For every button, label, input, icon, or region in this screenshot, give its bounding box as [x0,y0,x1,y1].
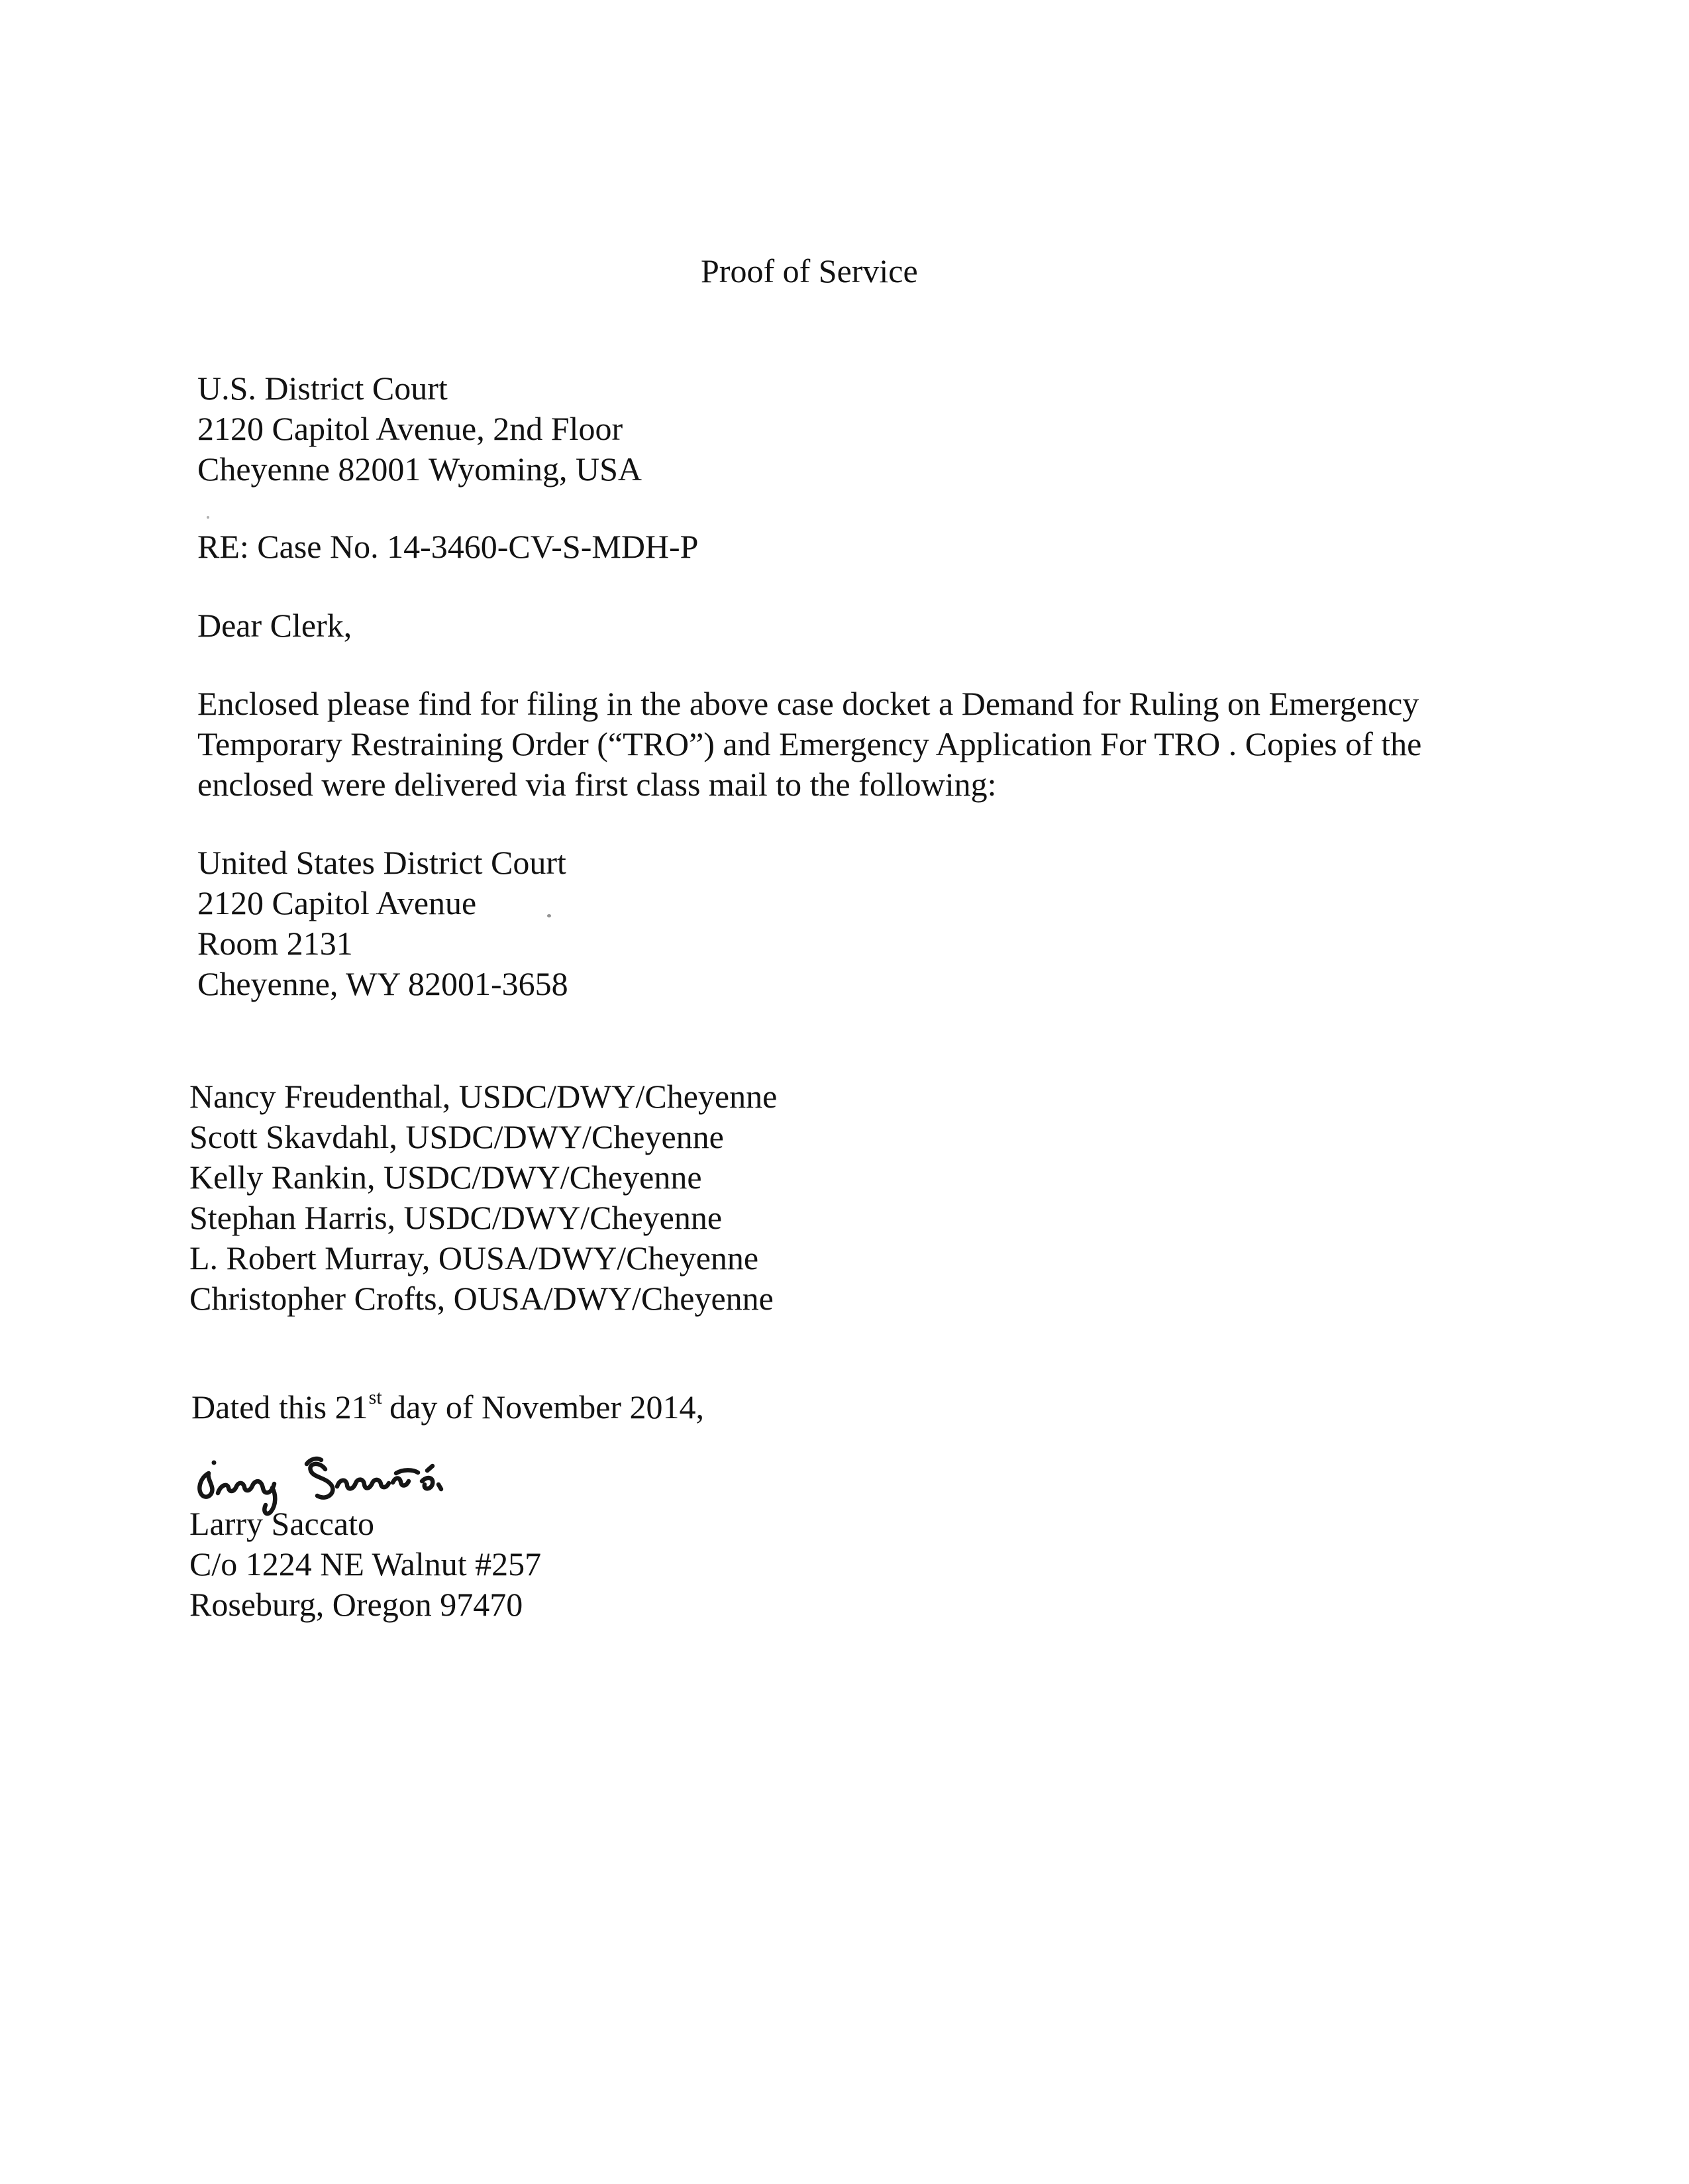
address-line: 2120 Capitol Avenue, 2nd Floor [197,410,623,447]
mailing-address-block [197,843,568,1004]
body-line: Enclosed please find for filing in the above case docket a Demand for Ruling on Emergency [197,685,1419,722]
body-line: Temporary Restraining Order (“TRO”) and Emergency Application For TRO . Copies of the [197,725,1422,762]
date-prefix: Dated this 21 [191,1388,368,1426]
recipient-line: Christopher Crofts, OUSA/DWY/Cheyenne [189,1280,774,1317]
address-line: Cheyenne, WY 82001-3658 [197,965,568,1002]
body-paragraph [197,684,1421,805]
address-line: United States District Court [197,844,566,881]
ordinal-superscript: st [368,1386,382,1409]
salutation: Dear Clerk, [197,607,352,644]
address-line: 2120 Capitol Avenue [197,884,477,921]
address-line: Cheyenne 82001 Wyoming, USA [197,450,642,488]
recipient-line: Scott Skavdahl, USDC/DWY/Cheyenne [189,1118,724,1155]
date-line [191,1387,704,1428]
date-suffix: day of November 2014, [381,1388,705,1426]
document-title: Proof of Service [701,252,918,289]
signer-address-line: Roseburg, Oregon 97470 [189,1586,523,1623]
court-address-block [197,368,642,490]
case-reference-line: RE: Case No. 14-3460-CV-S-MDH-P [197,528,699,565]
signer-address-line: C/o 1224 NE Walnut #257 [189,1545,542,1583]
address-line: Room 2131 [197,925,353,962]
address-line: U.S. District Court [197,370,448,407]
body-line: enclosed were delivered via first class mail to the following: [197,766,997,803]
signer-name: Larry Saccato [189,1505,375,1542]
recipient-line: Kelly Rankin, USDC/DWY/Cheyenne [189,1159,702,1196]
signer-address-block [189,1504,541,1625]
scan-artifact [207,516,209,519]
recipient-line: Stephan Harris, USDC/DWY/Cheyenne [189,1199,723,1236]
scan-artifact [547,914,551,917]
recipients-list [189,1076,777,1319]
recipient-line: L. Robert Murray, OUSA/DWY/Cheyenne [189,1239,759,1276]
recipient-line: Nancy Freudenthal, USDC/DWY/Cheyenne [189,1078,778,1115]
